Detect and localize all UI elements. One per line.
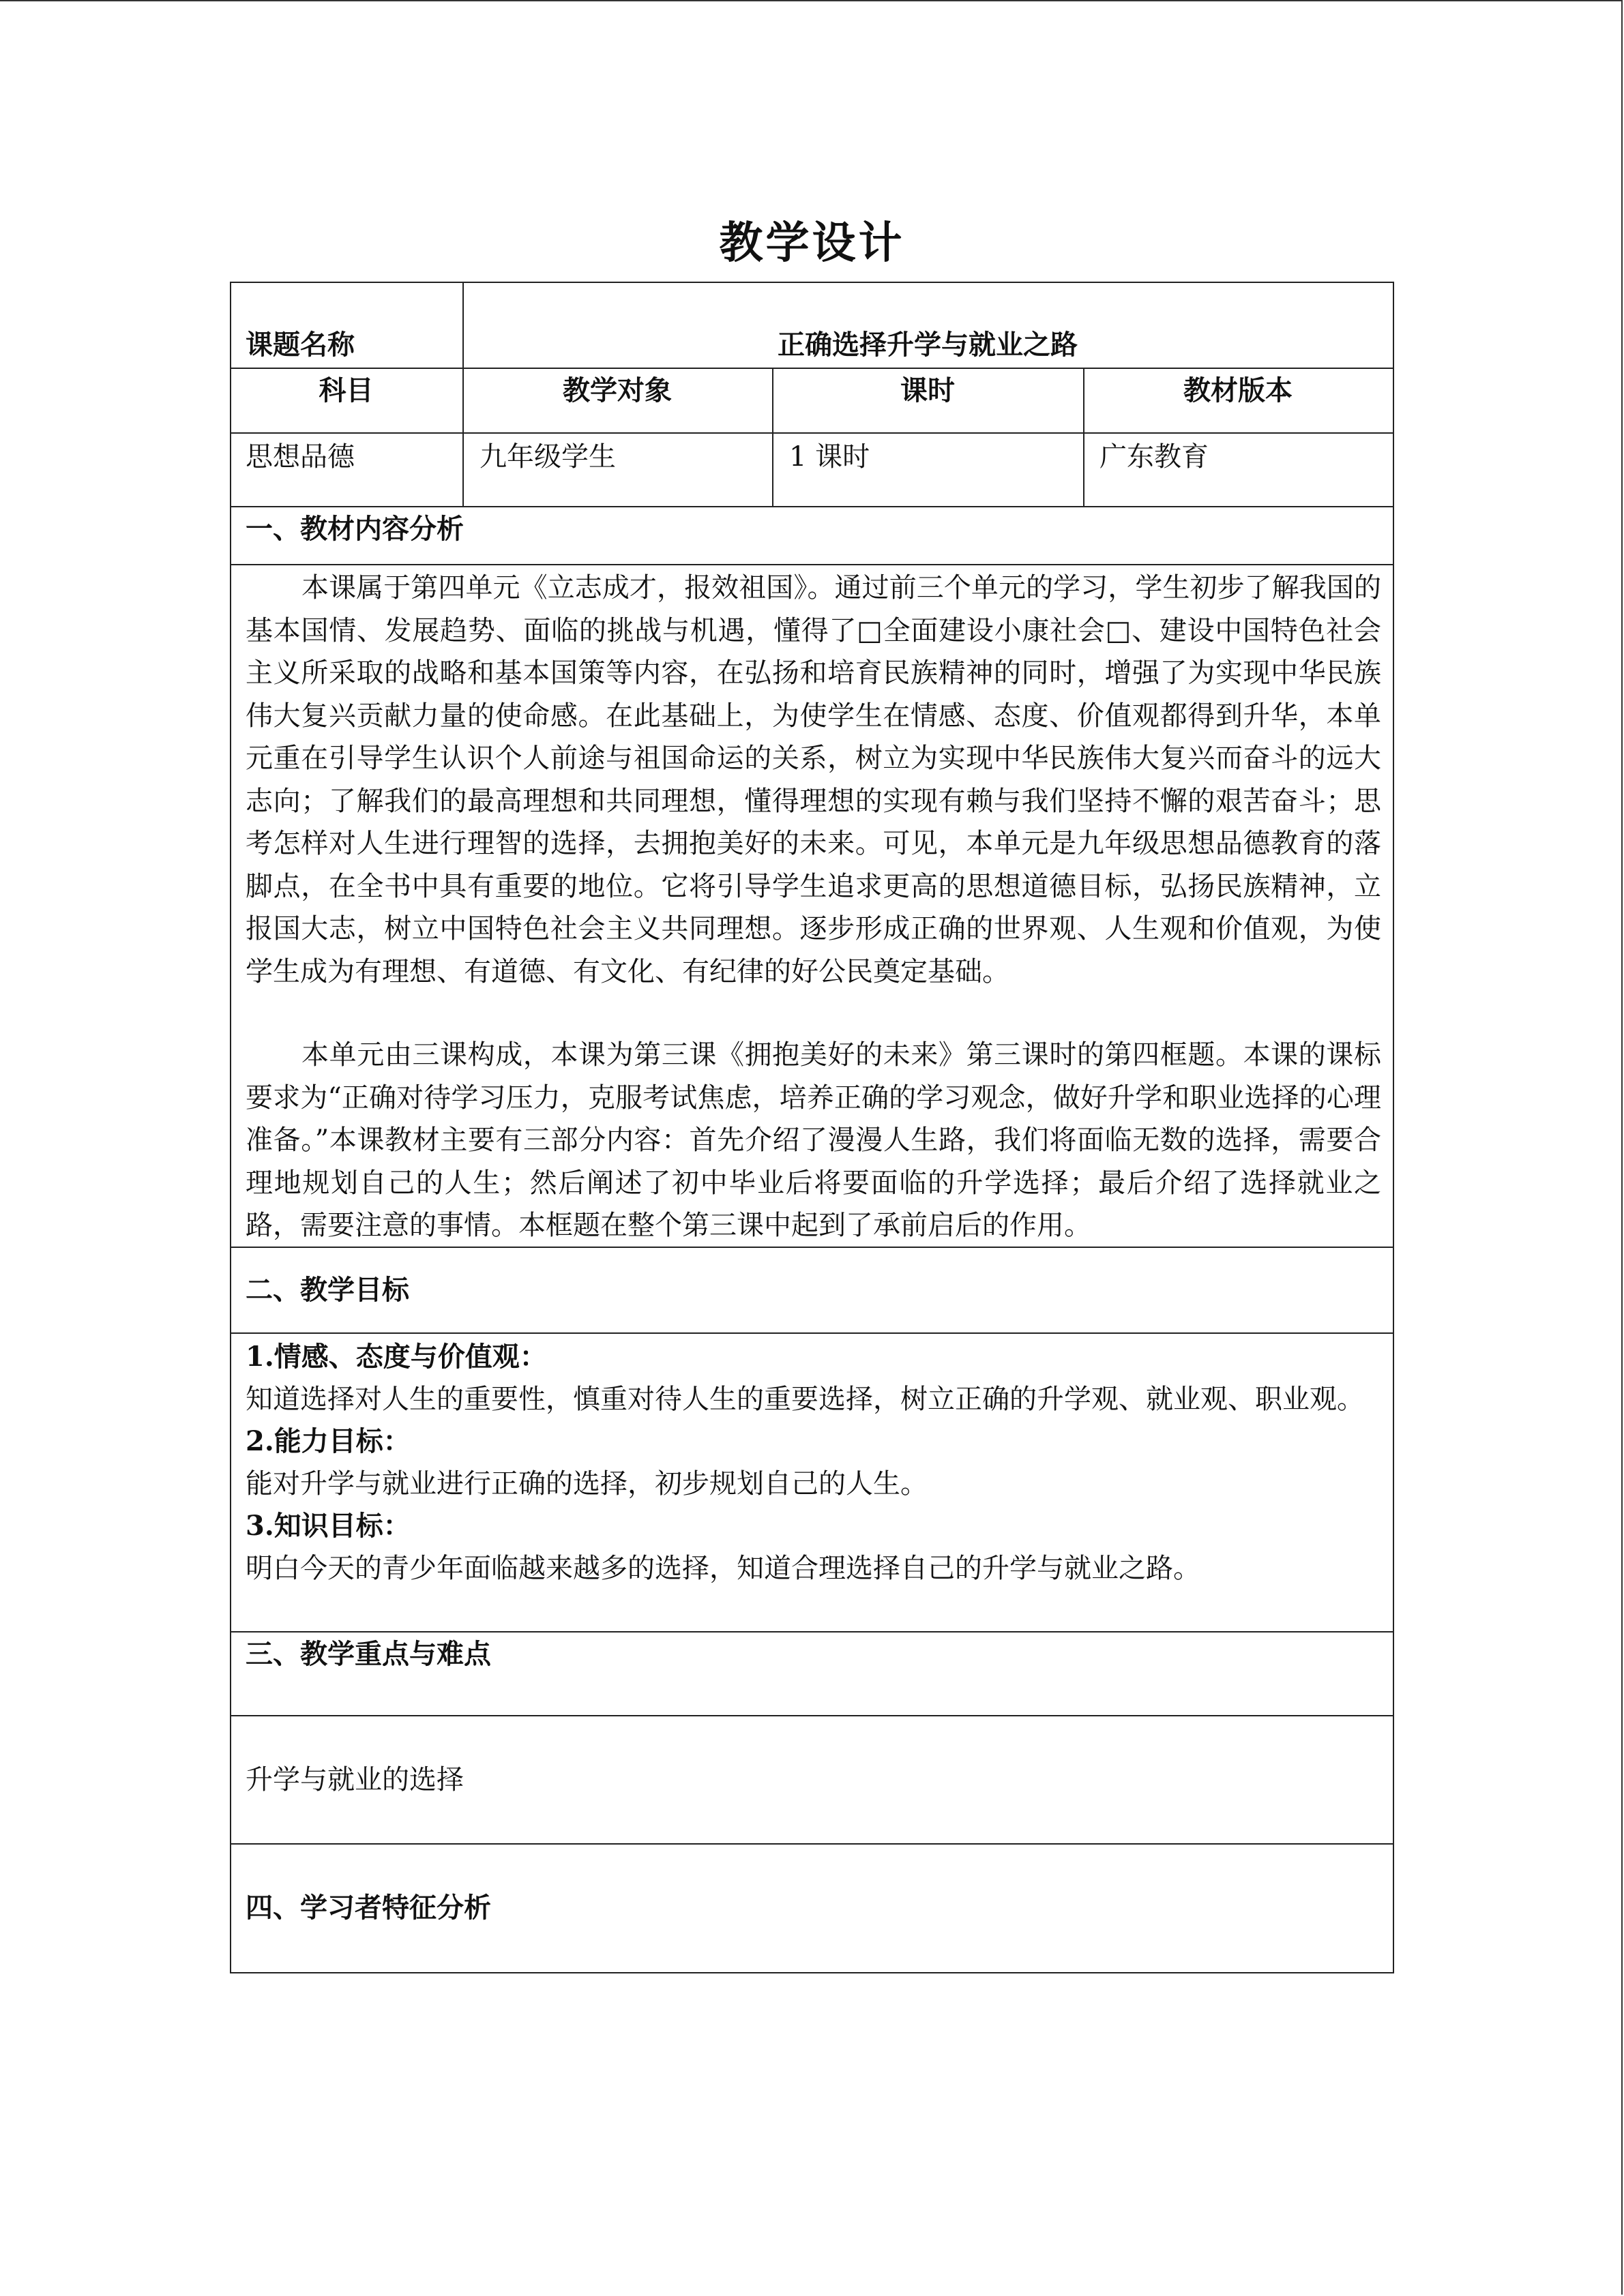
value-subject: 思想品德	[246, 441, 355, 473]
table-rule	[230, 1715, 1394, 1716]
value-periods: 1 课时	[789, 441, 870, 473]
goal-2-label: 2.能力目标：	[246, 1425, 411, 1457]
table-rule	[230, 368, 1394, 369]
section-1-paragraph: 本课属于第四单元《立志成才，报效祖国》。通过前三个单元的学习，学生初步了解我国的基本国情、发展趋势、面临的挑战与机遇，懂得了□全面建设小康社会□、建设中国特色社会主义所采取的战略和基本国策等内容，在弘扬和培育民族精神的同时，增强了为实现中华民族伟大复兴贡献力量的使命感。在此基础上，为使学生在情感、态度、价值观都得到升华，本单元重在引导学生认识个人前途与祖国命运的关系，树立为实现中华民族伟大复兴而奋斗的远大志向；了解我们的最高理想和共同理想，懂得理想的实现有赖与我们坚持不懈的艰苦奋斗；思考怎样对人生进行理智的选择，去拥抱美好的未来。可见，本单元是九年级思想品德教育的落脚点，在全书中具有重要的地位。它将引导学生追求更高的思想道德目标，弘扬民族精神，立报国大志，树立中国特色社会主义共同理想。逐步形成正确的世界观、人生观和价值观，为使学生成为有理想、有道德、有文化、有纪律的好公民奠定基础。	[246, 572, 1381, 987]
table-rule	[230, 564, 1394, 565]
table-rule	[230, 432, 1394, 434]
topic-value: 正确选择升学与就业之路	[778, 329, 1078, 361]
goals-list	[246, 1336, 1381, 1590]
table-border-top	[230, 282, 1394, 283]
goal-3-text: 明白今天的青少年面临越来越多的选择，知道合理选择自己的升学与就业之路。	[246, 1553, 1200, 1584]
section-3-heading: 三、教学重点与难点	[246, 1638, 491, 1670]
document-title: 教学设计	[719, 218, 905, 269]
goal-2-text: 能对升学与就业进行正确的选择，初步规划自己的人生。	[246, 1468, 928, 1500]
table-rule	[230, 506, 1394, 507]
goal-1-label: 1.情感、态度与价值观：	[246, 1341, 547, 1373]
section-3-content: 升学与就业的选择	[246, 1764, 464, 1795]
section-2-heading: 二、教学目标	[246, 1274, 409, 1306]
table-border-bottom	[230, 1972, 1394, 1973]
value-audience: 九年级学生	[479, 441, 616, 473]
table-border-left	[230, 282, 231, 1973]
topic-label: 课题名称	[246, 329, 355, 361]
table-border-right	[1393, 282, 1394, 1973]
goal-3-label: 3.知识目标：	[246, 1510, 411, 1542]
table-rule	[230, 1631, 1394, 1632]
header-periods: 课时	[900, 374, 955, 406]
table-rule	[230, 1843, 1394, 1845]
header-audience: 教学对象	[563, 374, 672, 406]
section-1-heading: 一、教材内容分析	[246, 513, 464, 545]
goal-1-text: 知道选择对人生的重要性，慎重对待人生的重要选择，树立正确的升学观、就业观、职业观。	[246, 1384, 1364, 1415]
section-1-paragraph: 本单元由三课构成，本课为第三课《拥抱美好的未来》第三课时的第四框题。本课的课标要求为“正确对待学习压力，克服考试焦虑，培养正确的学习观念，做好升学和职业选择的心理准备。”本课教材主要有三部分内容：首先介绍了漫漫人生路，我们将面临无数的选择，需要合理地规划自己的人生；然后阐述了初中毕业后将要面临的升学选择；最后介绍了选择就业之路，需要注意的事情。本框题在整个第三课中起到了承前启后的作用。	[246, 1039, 1381, 1241]
header-textbook: 教材版本	[1183, 374, 1293, 406]
header-subject: 科目	[319, 374, 374, 406]
section-4-heading: 四、学习者特征分析	[246, 1892, 491, 1924]
value-textbook: 广东教育	[1099, 441, 1209, 473]
table-rule	[230, 1332, 1394, 1334]
